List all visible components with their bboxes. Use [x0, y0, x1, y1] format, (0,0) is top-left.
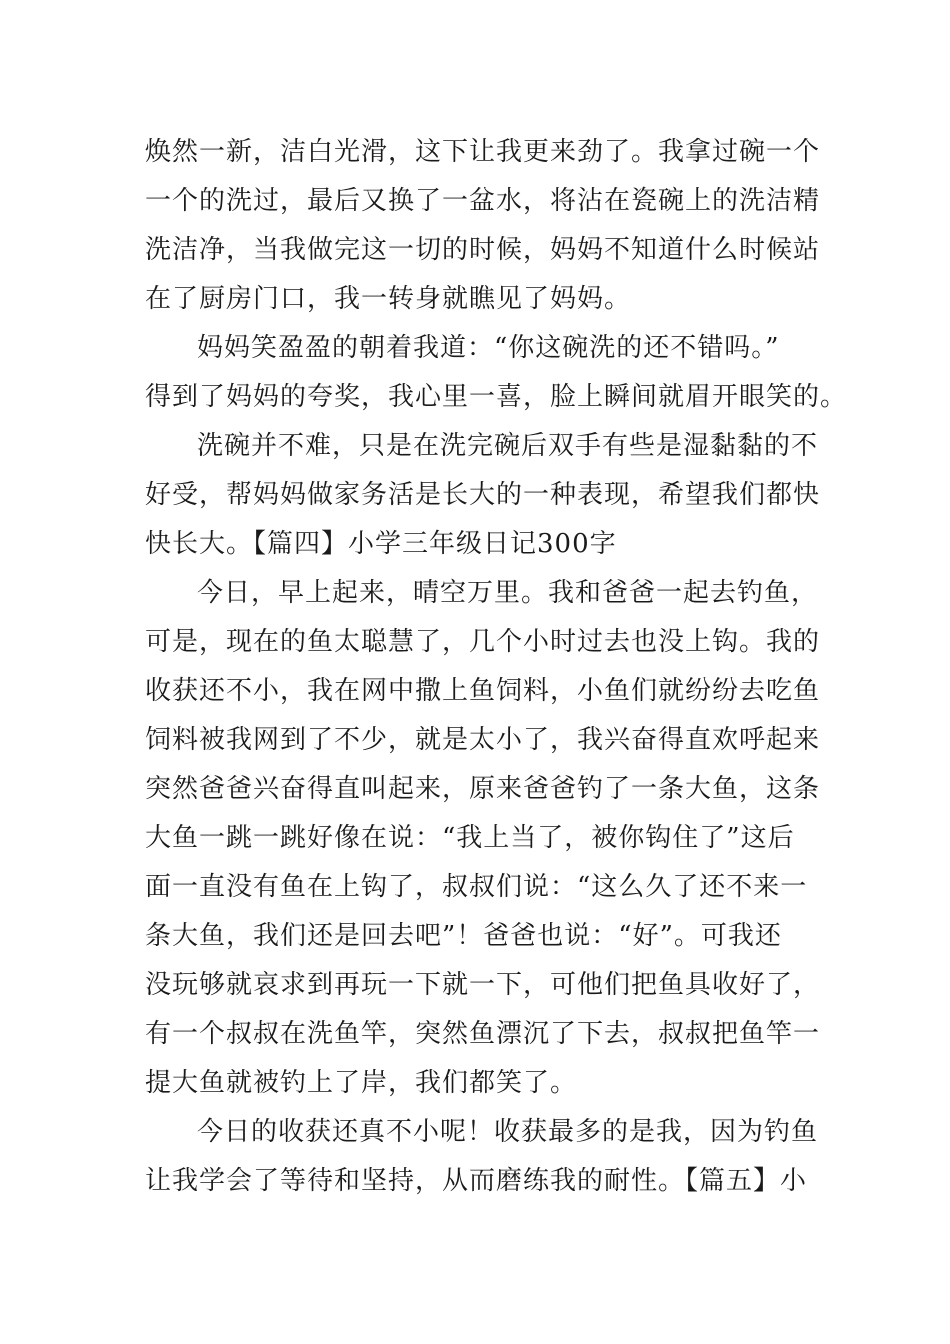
text-line: 突然爸爸兴奋得直叫起来，原来爸爸钓了一条大鱼，这条 [145, 774, 821, 804]
text-line: 有一个叔叔在洗鱼竿，突然鱼漂沉了下去，叔叔把鱼竿一 [145, 1019, 821, 1049]
text-line: 条大鱼，我们还是回去吧”！爸爸也说：“好”。可我还 [145, 921, 782, 951]
text-line: 大鱼一跳一跳好像在说：“我上当了，被你钩住了”这后 [145, 823, 795, 853]
text-line: 快长大。【篇四】小学三年级日记300字 [145, 529, 617, 559]
paragraph-first-line: 洗碗并不难，只是在洗完碗后双手有些是湿黏黏的不 [197, 431, 819, 461]
text-line: 收获还不小，我在网中撒上鱼饲料，小鱼们就纷纷去吃鱼 [145, 676, 821, 706]
article-body [145, 128, 848, 1206]
text-line: 饲料被我网到了不少，就是太小了，我兴奋得直欢呼起来 [145, 725, 821, 755]
text-line: 好受，帮妈妈做家务活是长大的一种表现，希望我们都快 [145, 480, 821, 510]
text-line: 一个的洗过，最后又换了一盆水，将沾在瓷碗上的洗洁精 [145, 186, 821, 216]
paragraph-first-line: 妈妈笑盈盈的朝着我道：“你这碗洗的还不错吗。” [197, 333, 780, 363]
text-line: 面一直没有鱼在上钩了，叔叔们说：“这么久了还不来一 [145, 872, 808, 902]
paragraph-first-line: 今日的收获还真不小呢！收获最多的是我，因为钓鱼 [197, 1117, 819, 1147]
text-line: 焕然一新，洁白光滑，这下让我更来劲了。我拿过碗一个 [145, 137, 821, 167]
paragraph-first-line: 今日，早上起来，晴空万里。我和爸爸一起去钓鱼， [197, 578, 819, 608]
text-line: 让我学会了等待和坚持，从而磨练我的耐性。【篇五】小 [145, 1166, 808, 1196]
text-line: 在了厨房门口，我一转身就瞧见了妈妈。 [145, 284, 632, 314]
text-line: 可是，现在的鱼太聪慧了，几个小时过去也没上钩。我的 [145, 627, 821, 657]
text-line: 得到了妈妈的夸奖，我心里一喜，脸上瞬间就眉开眼笑的。 [145, 382, 848, 412]
text-line: 提大鱼就被钓上了岸，我们都笑了。 [145, 1068, 578, 1098]
text-line: 没玩够就哀求到再玩一下就一下，可他们把鱼具收好了， [145, 970, 821, 1000]
text-line: 洗洁净，当我做完这一切的时候，妈妈不知道什么时候站 [145, 235, 821, 265]
